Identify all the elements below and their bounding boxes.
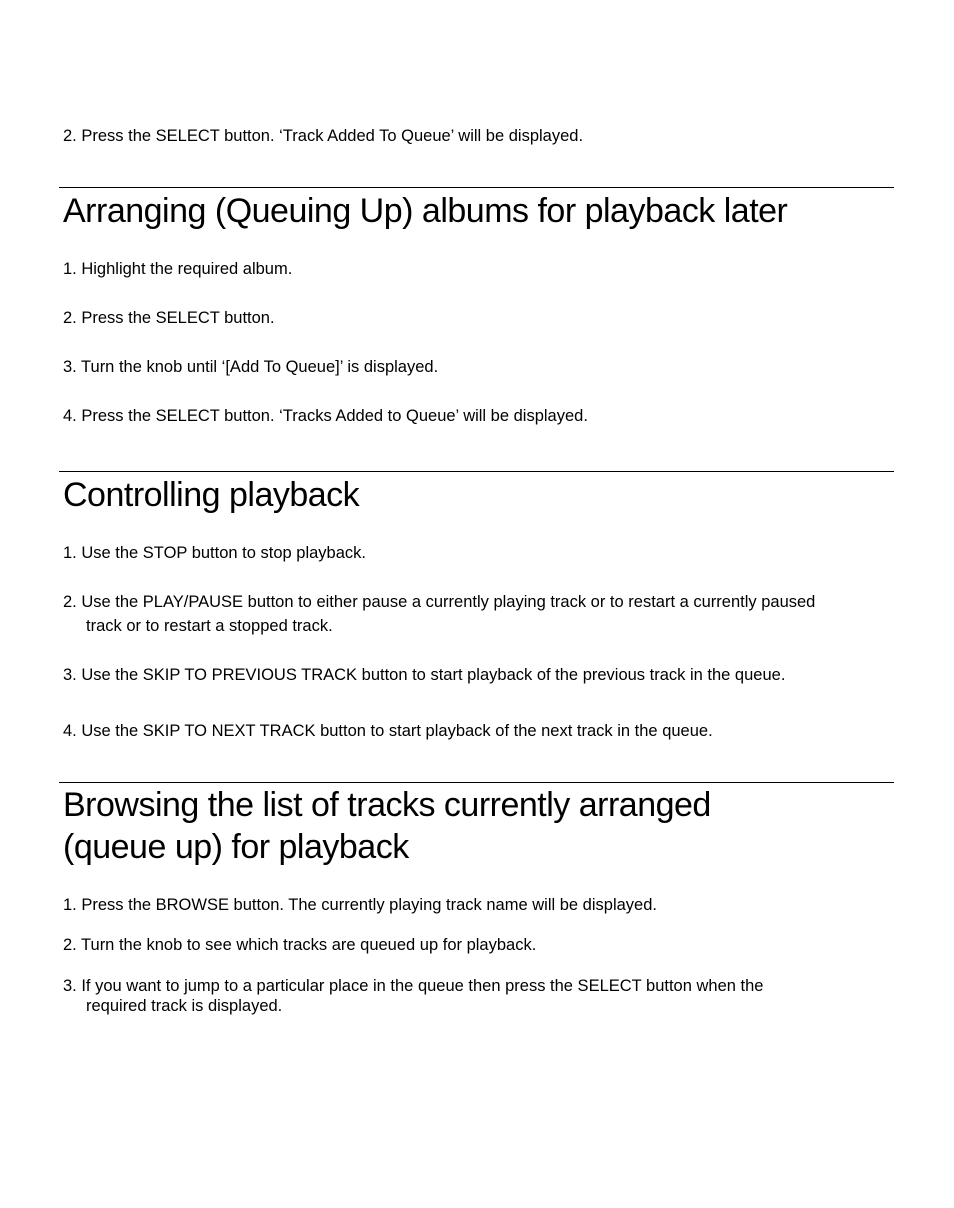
section-title-browsing-line2: (queue up) for playback xyxy=(63,828,409,866)
section-title-controlling-playback: Controlling playback xyxy=(63,476,360,514)
list-item-highlight-album: 1. Highlight the required album. xyxy=(63,260,293,278)
list-item-skip-previous: 3. Use the SKIP TO PREVIOUS TRACK button to start playback of the previous track in the queue. xyxy=(63,666,786,684)
section-divider xyxy=(59,782,894,783)
list-item-press-browse: 1. Press the BROWSE button. The currently playing track name will be displayed. xyxy=(63,896,657,914)
list-item-jump-queue-continued: required track is displayed. xyxy=(86,997,283,1015)
list-item-play-pause-continued: track or to restart a stopped track. xyxy=(86,617,333,635)
section-title-browsing-line1: Browsing the list of tracks currently arranged xyxy=(63,786,711,824)
list-item-stop: 1. Use the STOP button to stop playback. xyxy=(63,544,366,562)
list-item-select-track-queue: 2. Press the SELECT button. ‘Track Added To Queue’ will be displayed. xyxy=(63,127,584,145)
list-item-turn-knob-queued: 2. Turn the knob to see which tracks are queued up for playback. xyxy=(63,936,537,954)
list-item-skip-next: 4. Use the SKIP TO NEXT TRACK button to start playback of the next track in the queue. xyxy=(63,722,713,740)
list-item-play-pause: 2. Use the PLAY/PAUSE button to either pause a currently playing track or to restart a currently paused xyxy=(63,593,816,611)
section-divider xyxy=(59,187,894,188)
list-item-tracks-added: 4. Press the SELECT button. ‘Tracks Added to Queue’ will be displayed. xyxy=(63,407,588,425)
section-divider xyxy=(59,471,894,472)
list-item-jump-queue: 3. If you want to jump to a particular place in the queue then press the SELECT button when the xyxy=(63,977,764,995)
list-item-turn-knob-add-queue: 3. Turn the knob until ‘[Add To Queue]’ is displayed. xyxy=(63,358,439,376)
list-item-press-select: 2. Press the SELECT button. xyxy=(63,309,275,327)
section-title-arranging-albums: Arranging (Queuing Up) albums for playback later xyxy=(63,192,788,230)
